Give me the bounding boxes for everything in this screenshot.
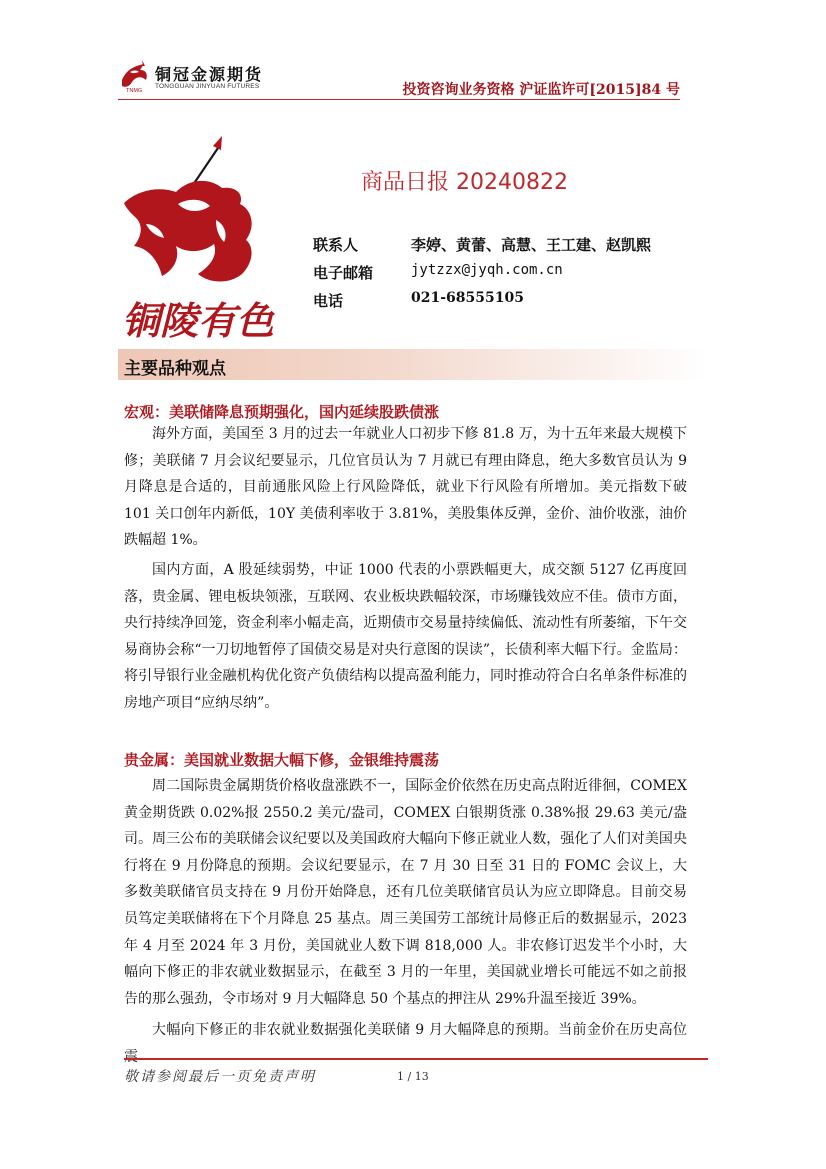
- paragraph: 大幅向下修正的非农就业数据强化美联储 9 月大幅降息的预期。当前金价在历史高位震: [124, 1022, 687, 1065]
- phone-label: 电话: [313, 292, 344, 310]
- disclaimer-note: 敬请参阅最后一页免责声明: [124, 1069, 316, 1085]
- footer-divider: [124, 1058, 708, 1060]
- paragraph: 海外方面，美国至 3 月的过去一年就业人口初步下修 81.8 万，为十五年来最大规模下修；美联储 7 月会议纪要显示，几位官员认为 7 月就已有理由降息，绝大多数官员认为 9 月降息是合适的，目前通胀风险上行风险降低，就业下行风险有所增加。美元指数下破 101 关口创年内新低，10Y 美债利率收于 3.81%，美股集体反弹，金价、油价收涨，油价跌幅超 1%。: [124, 426, 687, 549]
- section-banner-title: 主要品种观点: [124, 359, 226, 379]
- contacts-label: 联系人: [313, 236, 359, 254]
- brand-name-cn: 铜冠金源期货: [155, 65, 264, 84]
- section-title-precious-metals: 贵金属：美国就业数据大幅下修，金银维持震荡: [124, 751, 440, 769]
- masthead-artwork: [118, 128, 278, 347]
- page-number: 1 / 13: [397, 1070, 429, 1083]
- email-link[interactable]: jytzzx@jyqh.com.cn: [411, 262, 563, 278]
- brand-abbr: TNMG: [126, 88, 143, 94]
- contacts-value: 李婷、黄蕾、高慧、王工建、赵凯熙: [411, 236, 652, 254]
- paragraph: 国内方面，A 股延续弱势，中证 1000 代表的小票跌幅更大，成交额 5127 亿再度回落，贵金属、锂电板块领涨，互联网、农业板块跌幅较深，市场赚钱效应不佳。债市方面，央行持续净回笼，资金利率小幅走高，近期债市交易量持续偏低、流动性有所萎缩，下午交易商协会称“一刀切地暂停了国债交易是对央行意图的误读”，长债利率大幅下行。金监局：将引导银行业金融机构优化资产负债结构以提高盈利能力，同时推动符合白名单条件标准的房地产项目“应纳尽纳”。: [124, 562, 687, 711]
- license-text: 投资咨询业务资格 沪证监许可[2015]84 号: [402, 82, 680, 98]
- masthead-calligraphy: 铜陵有色: [122, 298, 275, 343]
- brand-name-en: TONGGUAN JINYUAN FUTURES: [155, 83, 260, 90]
- paragraph: 周二国际贵金属期货价格收盘涨跌不一，国际金价依然在历史高点附近徘徊，COMEX 黄金期货跌 0.02%报 2550.2 美元/盎司，COMEX 白银期货涨 0.38%报 29.63 美元/盎司。周三公布的美联储会议纪要以及美国政府大幅向下修正就业人数，强化了人们对美国央行将在 9 月份降息的预期。会议纪要显示，在 7 月 30 日至 31 日的 FOMC 会议上，大多数美联储官员支持在 9 月份开始降息，还有几位美联储官员认为应立即降息。目前交易员笃定美联储将在下个月降息 25 基点。周三美国劳工部统计局修正后的数据显示，2023 年 4 月至 2024 年 3 月份，美国就业人数下调 818,000 人。非农修订迟发半个小时，大幅向下修正的非农就业数据显示，在截至 3 月的一年里，美国就业增长可能远不如之前报告的那么强劲，令市场对 9 月大幅降息 50 个基点的押注从 29%升温至接近 39%。: [124, 778, 687, 1007]
- header-divider: [118, 99, 680, 100]
- section-title-macro: 宏观：美联储降息预期强化，国内延续股跌债涨: [124, 403, 440, 421]
- phone-value: 021-68555105: [411, 290, 524, 306]
- report-title: 商品日报 20240822: [361, 170, 568, 195]
- email-label: 电子邮箱: [313, 264, 374, 282]
